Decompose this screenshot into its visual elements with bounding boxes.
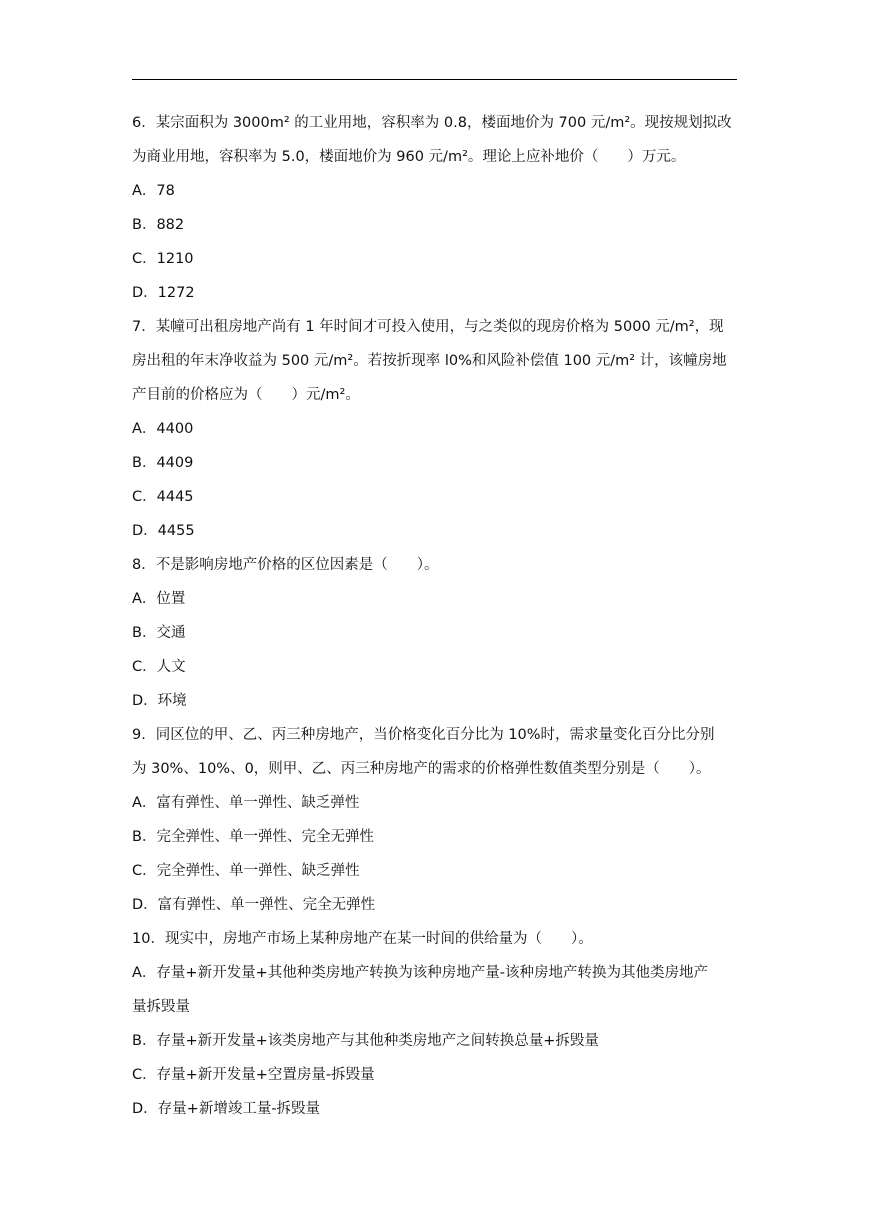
question-8-option-d: D．环境 (132, 693, 187, 709)
question-8-option-a: A．位置 (132, 591, 186, 607)
header-rule (132, 79, 737, 80)
question-6-line-2: 为商业用地，容积率为 5.0，楼面地价为 960 元/m²。理论上应补地价（ ）万元。 (132, 149, 686, 165)
question-6-option-c: C．1210 (132, 251, 194, 267)
question-6-option-b: B．882 (132, 217, 185, 233)
question-6-line-1: 6．某宗面积为 3000m² 的工业用地，容积率为 0.8，楼面地价为 700 元/m²。现按规划拟改 (132, 115, 732, 131)
question-10-option-b: B．存量+新开发量+该类房地产与其他种类房地产之间转换总量+拆毁量 (132, 1033, 599, 1049)
question-9-option-b: B．完全弹性、单一弹性、完全无弹性 (132, 829, 374, 845)
question-7-line-3: 产目前的价格应为（ ）元/m²。 (132, 387, 360, 403)
question-7-option-d: D．4455 (132, 523, 195, 539)
question-10-option-a (132, 956, 737, 1024)
question-8-option-b: B．交通 (132, 625, 186, 641)
question-10-option-a-line-1: A．存量+新开发量+其他种类房地产转换为该种房地产量-该种房地产转换为其他类房地产 (132, 965, 708, 981)
question-9-line-1: 9．同区位的甲、乙、丙三种房地产，当价格变化百分比为 10%时，需求量变化百分比分别 (132, 727, 715, 743)
question-7-option-a: A．4400 (132, 421, 194, 437)
question-6-option-d: D．1272 (132, 285, 195, 301)
question-9-option-d: D．富有弹性、单一弹性、完全无弹性 (132, 897, 376, 913)
question-10-option-d: D．存量+新增竣工量-拆毁量 (132, 1101, 321, 1117)
question-7-line-2: 房出租的年末净收益为 500 元/m²。若按折现率 l0%和风险补偿值 100 元/m² 计，该幢房地 (132, 353, 727, 369)
question-6-option-a: A．78 (132, 183, 175, 199)
question-9-line-2: 为 30%、10%、0，则甲、乙、丙三种房地产的需求的价格弹性数值类型分别是（ ）。 (132, 761, 711, 777)
question-7-option-c: C．4445 (132, 489, 194, 505)
question-8-line-1: 8．不是影响房地产价格的区位因素是（ ）。 (132, 557, 439, 573)
question-10-option-a-line-2: 量拆毁量 (132, 999, 190, 1015)
question-list (132, 106, 737, 1126)
question-7-line-1: 7．某幢可出租房地产尚有 1 年时间才可投入使用，与之类似的现房价格为 5000 元/m²，现 (132, 319, 724, 335)
question-9-option-a: A．富有弹性、单一弹性、缺乏弹性 (132, 795, 360, 811)
question-9-option-c: C．完全弹性、单一弹性、缺乏弹性 (132, 863, 360, 879)
question-8-option-c: C．人文 (132, 659, 186, 675)
question-7-option-b: B．4409 (132, 455, 194, 471)
question-10-option-c: C．存量+新开发量+空置房量-拆毁量 (132, 1067, 375, 1083)
question-10-line-1: 10．现实中，房地产市场上某种房地产在某一时间的供给量为（ ）。 (132, 931, 593, 947)
